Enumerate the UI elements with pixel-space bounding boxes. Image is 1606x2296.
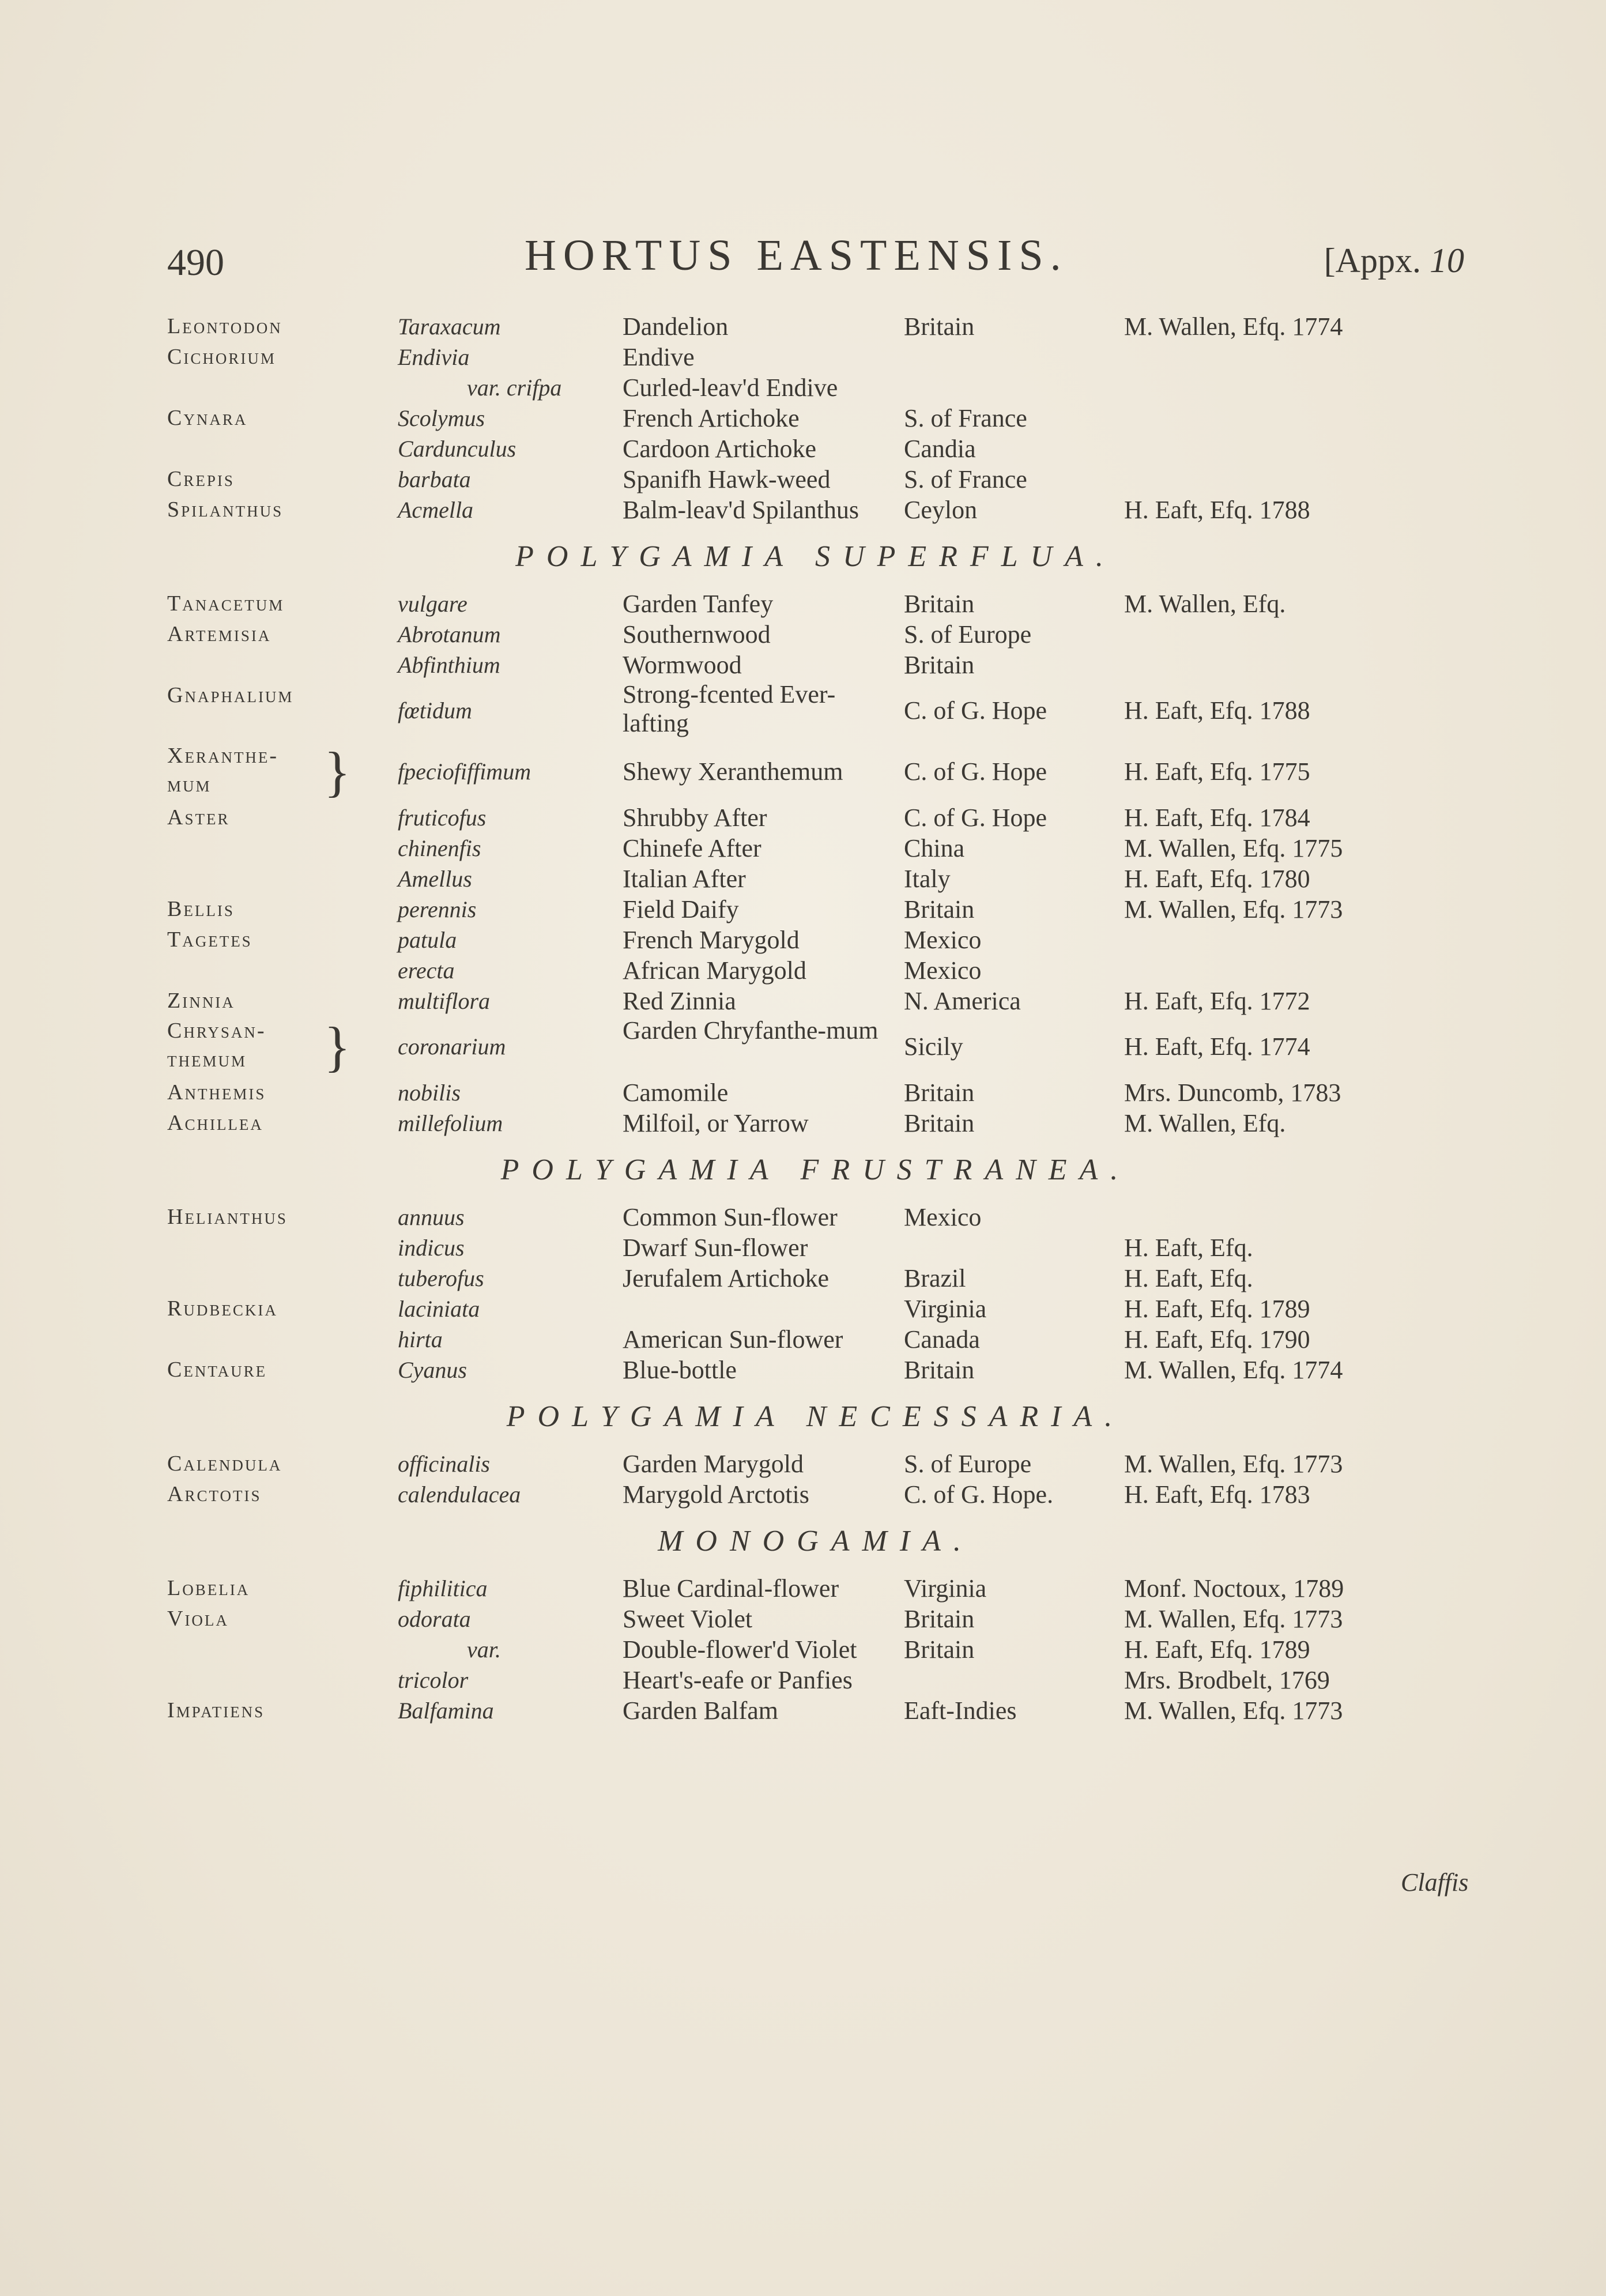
origin: C. of G. Hope [904, 804, 1047, 832]
donor: H. Eaft, Efq. 1788 [1124, 696, 1310, 725]
common-name: Blue Cardinal-flower [623, 1574, 839, 1603]
common-name: Jerufalem Artichoke [623, 1264, 829, 1292]
common-name: Italian After [623, 865, 746, 893]
genus-name: Artemisia [167, 622, 272, 646]
origin: Brazil [904, 1264, 966, 1292]
species-name: fpeciofiffimum [398, 759, 531, 785]
species-name: var. [467, 1637, 501, 1662]
species-name: hirta [398, 1326, 443, 1352]
page-number: 490 [167, 242, 224, 284]
species-name: Endivia [398, 344, 470, 370]
brace-glyph: } [324, 741, 351, 802]
origin: S. of France [904, 465, 1027, 493]
common-name: Sweet Violet [623, 1605, 753, 1633]
origin: Candia [904, 435, 976, 463]
section-heading: MONOGAMIA. [658, 1525, 974, 1558]
species-name: Balfamina [398, 1698, 494, 1724]
running-title: HORTUS EASTENSIS. [525, 231, 1068, 280]
catalog-row [167, 864, 1464, 894]
origin: Sicily [904, 1032, 963, 1061]
donor: Mrs. Brodbelt, 1769 [1124, 1666, 1330, 1694]
catalog-row [167, 1232, 1464, 1263]
donor: H. Eaft, Efq. 1789 [1124, 1295, 1310, 1323]
origin: Italy [904, 865, 951, 893]
catalog-row [167, 372, 1464, 403]
origin: Britain [904, 1079, 975, 1107]
catalog-row [167, 1263, 1464, 1294]
origin: Virginia [904, 1574, 987, 1603]
donor: H. Eaft, Efq. 1783 [1124, 1480, 1310, 1509]
origin: Mexico [904, 1203, 982, 1231]
common-name: Curled-leav'd Endive [623, 374, 838, 402]
common-name: Garden Marygold [623, 1450, 804, 1478]
donor: M. Wallen, Efq. 1774 [1124, 312, 1343, 341]
common-name: Garden Tanfey [623, 590, 774, 618]
common-name: French Marygold [623, 926, 800, 954]
origin: Britain [904, 312, 975, 341]
donor: H. Eaft, Efq. 1774 [1124, 1032, 1310, 1061]
common-name: Cardoon Artichoke [623, 435, 817, 463]
origin: Britain [904, 1356, 975, 1384]
species-name: vulgare [398, 591, 468, 617]
species-name: Cyanus [398, 1357, 467, 1383]
catalog-row [167, 1604, 1464, 1634]
catalog-row [167, 741, 1464, 802]
donor: H. Eaft, Efq. 1775 [1124, 757, 1310, 786]
donor: M. Wallen, Efq. 1773 [1124, 1696, 1343, 1725]
section-reference-number: 10 [1430, 242, 1464, 280]
species-name: tricolor [398, 1667, 469, 1693]
common-name: Blue-bottle [623, 1356, 737, 1384]
catalog-row [167, 1634, 1464, 1665]
common-name: Double-flower'd Violet [623, 1635, 857, 1664]
genus-name: Tagetes [167, 928, 252, 952]
donor: M. Wallen, Efq. 1773 [1124, 895, 1343, 923]
origin: C. of G. Hope. [904, 1480, 1054, 1509]
genus-name: Helianthus [167, 1205, 288, 1229]
common-name: Dandelion [623, 312, 729, 341]
common-name: Garden Chryfanthe-mum [623, 1016, 879, 1045]
genus-name: Viola [167, 1607, 229, 1631]
donor: M. Wallen, Efq. 1775 [1124, 834, 1343, 862]
section-reference [1324, 241, 1464, 281]
species-name: chinenfis [398, 835, 481, 861]
donor: H. Eaft, Efq. 1784 [1124, 804, 1310, 832]
catalog-row [167, 1324, 1464, 1355]
catalog-row [167, 1202, 1464, 1232]
catalog-row [167, 955, 1464, 986]
catalog-row [167, 1695, 1464, 1726]
species-name: var. crifpa [467, 375, 562, 401]
origin: Britain [904, 590, 975, 618]
origin: Ceylon [904, 496, 978, 524]
common-name: Garden Balfam [623, 1696, 778, 1725]
genus-name: Crepis [167, 467, 235, 491]
origin: Mexico [904, 956, 982, 985]
origin: Britain [904, 1605, 975, 1633]
species-name: Acmella [398, 497, 474, 523]
catch-word: Claffis [1401, 1868, 1469, 1897]
origin: S. of Europe [904, 620, 1032, 649]
donor: M. Wallen, Efq. [1124, 1109, 1286, 1137]
donor: H. Eaft, Efq. 1788 [1124, 496, 1310, 524]
species-name: barbata [398, 466, 471, 492]
origin: S. of France [904, 404, 1027, 432]
brace-glyph: } [324, 1016, 351, 1077]
donor: M. Wallen, Efq. [1124, 590, 1286, 618]
catalog-row [167, 1077, 1464, 1108]
catalog-row [167, 1449, 1464, 1479]
species-name: odorata [398, 1606, 471, 1632]
donor: H. Eaft, Efq. [1124, 1264, 1253, 1292]
donor: H. Eaft, Efq. 1789 [1124, 1635, 1310, 1664]
species-name: calendulacea [398, 1481, 521, 1507]
origin: Britain [904, 895, 975, 923]
species-name: multiflora [398, 988, 491, 1014]
origin: C. of G. Hope [904, 757, 1047, 786]
common-name: Heart's-eafe or Panfies [623, 1666, 853, 1694]
common-name: Southernwood [623, 620, 771, 649]
genus-name: Leontodon [167, 314, 282, 338]
common-name: American Sun-flower [623, 1325, 843, 1354]
section-reference-prefix: [Appx. [1324, 242, 1421, 280]
genus-name: Zinnia [167, 989, 235, 1013]
species-name: Abfinthium [398, 652, 500, 678]
origin: Britain [904, 1635, 975, 1664]
genus-name: Chrysan-themum [167, 1019, 266, 1072]
species-name: officinalis [398, 1451, 490, 1477]
catalog-row [167, 833, 1464, 864]
common-name: Chinefe After [623, 834, 761, 862]
catalog-row [167, 403, 1464, 433]
catalog-row [167, 650, 1464, 680]
catalog-row [167, 619, 1464, 650]
common-name: Common Sun-flower [623, 1203, 838, 1231]
donor: M. Wallen, Efq. 1774 [1124, 1356, 1343, 1384]
catalog-row [167, 1016, 1464, 1077]
genus-name: Gnaphalium [167, 683, 294, 707]
common-name: Endive [623, 343, 695, 371]
catalog-row [167, 680, 1464, 741]
origin: Eaft-Indies [904, 1696, 1017, 1725]
common-name: Spanifh Hawk-weed [623, 465, 831, 493]
species-name: millefolium [398, 1110, 503, 1136]
genus-name: Calendula [167, 1452, 282, 1476]
species-name: laciniata [398, 1296, 480, 1322]
catalog-row [167, 589, 1464, 619]
common-name: Red Zinnia [623, 987, 736, 1015]
section-heading: POLYGAMIA FRUSTRANEA. [500, 1153, 1131, 1186]
species-name: fiphilitica [398, 1575, 488, 1601]
genus-name: Arctotis [167, 1482, 262, 1506]
common-name: Milfoil, or Yarrow [623, 1109, 809, 1137]
genus-name: Impatiens [167, 1698, 265, 1722]
catalog-row [167, 894, 1464, 925]
catalog-row [167, 1108, 1464, 1138]
origin: Canada [904, 1325, 980, 1354]
genus-name: Centaure [167, 1358, 267, 1382]
catalog-row [167, 342, 1464, 372]
origin: S. of Europe [904, 1450, 1032, 1478]
species-name: patula [398, 927, 457, 953]
plant-catalog [167, 311, 1464, 1726]
catalog-row [167, 433, 1464, 464]
genus-name: Bellis [167, 897, 235, 921]
genus-name: Rudbeckia [167, 1296, 278, 1321]
donor: H. Eaft, Efq. 1780 [1124, 865, 1310, 893]
donor: M. Wallen, Efq. 1773 [1124, 1450, 1343, 1478]
genus-name: Xeranthe-mum [167, 744, 279, 797]
species-name: nobilis [398, 1080, 461, 1106]
donor: M. Wallen, Efq. 1773 [1124, 1605, 1343, 1633]
donor: Monf. Noctoux, 1789 [1124, 1574, 1344, 1603]
catalog-row [167, 311, 1464, 342]
donor: H. Eaft, Efq. [1124, 1234, 1253, 1262]
common-name: Field Daify [623, 895, 739, 923]
common-name: Dwarf Sun-flower [623, 1234, 808, 1262]
genus-name: Aster [167, 805, 230, 830]
common-name: African Marygold [623, 956, 806, 985]
catalog-row [167, 1665, 1464, 1695]
catalog-row [167, 802, 1464, 833]
catalog-row [167, 495, 1464, 525]
common-name: Shrubby After [623, 804, 767, 832]
genus-name: Tanacetum [167, 591, 285, 616]
catalog-row [167, 925, 1464, 955]
catalog-row [167, 1573, 1464, 1604]
genus-name: Cichorium [167, 345, 276, 369]
origin: Virginia [904, 1295, 987, 1323]
species-name: Abrotanum [398, 621, 501, 647]
common-name: Balm-leav'd Spilanthus [623, 496, 859, 524]
species-name: Cardunculus [398, 436, 517, 462]
origin: China [904, 834, 965, 862]
origin: C. of G. Hope [904, 696, 1047, 725]
species-name: Scolymus [398, 405, 485, 431]
species-name: Amellus [398, 866, 472, 892]
origin: Britain [904, 1109, 975, 1137]
common-name: Camomile [623, 1079, 729, 1107]
genus-name: Spilanthus [167, 497, 284, 522]
origin: Mexico [904, 926, 982, 954]
catalog-row [167, 1294, 1464, 1324]
genus-name: Cynara [167, 406, 248, 430]
species-name: fruticofus [398, 805, 487, 831]
donor: H. Eaft, Efq. 1790 [1124, 1325, 1310, 1354]
species-name: erecta [398, 957, 455, 983]
common-name: Marygold Arctotis [623, 1480, 809, 1509]
species-name: annuus [398, 1204, 465, 1230]
section-heading: POLYGAMIA SUPERFLUA. [515, 540, 1116, 573]
catalog-row [167, 464, 1464, 495]
donor: Mrs. Duncomb, 1783 [1124, 1079, 1341, 1107]
page-header [167, 231, 1464, 294]
catalog-row [167, 986, 1464, 1016]
genus-name: Lobelia [167, 1576, 250, 1600]
catalog-row [167, 1355, 1464, 1385]
species-name: perennis [398, 896, 477, 922]
species-name: coronarium [398, 1034, 506, 1060]
common-name: French Artichoke [623, 404, 800, 432]
species-name: Taraxacum [398, 314, 501, 340]
genus-name: Anthemis [167, 1080, 266, 1104]
origin: Britain [904, 651, 975, 679]
species-name: tuberofus [398, 1265, 484, 1291]
catalog-row [167, 1479, 1464, 1510]
section-heading: POLYGAMIA NECESSARIA. [506, 1400, 1125, 1433]
common-name: Strong-fcented Ever-lafting [623, 680, 836, 737]
common-name: Wormwood [623, 651, 742, 679]
genus-name: Achillea [167, 1111, 263, 1135]
origin: N. America [904, 987, 1021, 1015]
species-name: indicus [398, 1235, 465, 1261]
common-name: Shewy Xeranthemum [623, 757, 843, 786]
species-name: fœtidum [398, 698, 472, 723]
donor: H. Eaft, Efq. 1772 [1124, 987, 1310, 1015]
